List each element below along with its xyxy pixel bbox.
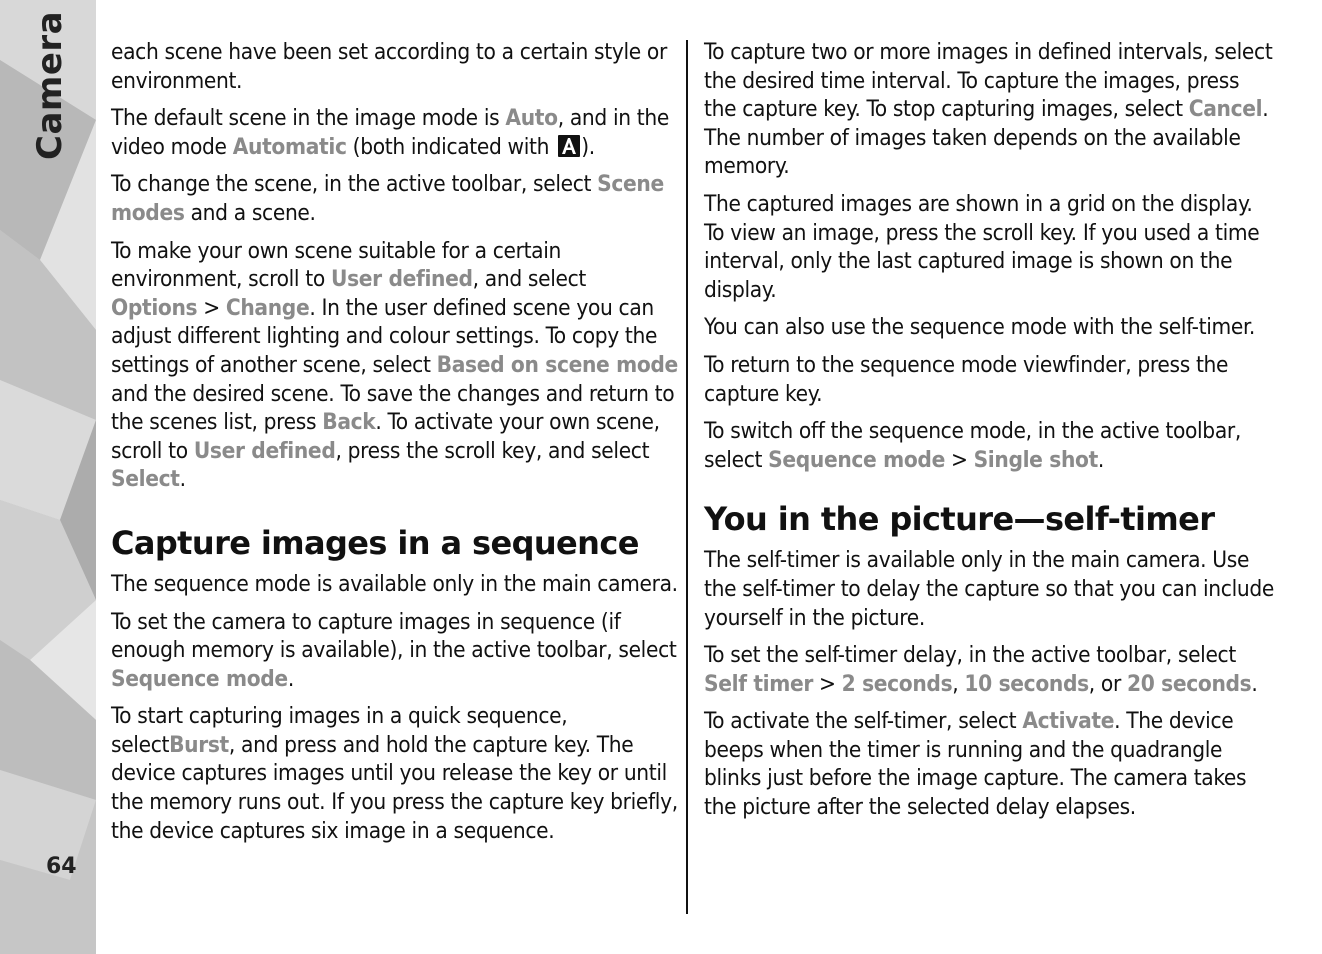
ui-term-2-seconds: 2 seconds — [841, 670, 953, 697]
ui-term-burst: Burst — [169, 731, 229, 758]
page-number: 64 — [46, 854, 77, 879]
paragraph: To make your own scene suitable for a certain environment, scroll to User defined, and select Options > Change. In the user defined scene you can adjust different lighting and colour settings. To copy the settings of another scene, select Based on scene mode and the desired scene. To save the changes and return to the scenes list, press Back. To activate your own scene, scroll to User defined, press the scroll key, and select Select. — [111, 237, 678, 493]
right-column — [704, 38, 1274, 831]
menu-separator: > — [950, 446, 968, 473]
ui-term-automatic: Automatic — [232, 133, 347, 160]
ui-term-single-shot: Single shot — [973, 446, 1098, 473]
paragraph: To return to the sequence mode viewfinder, press the capture key. — [704, 351, 1229, 407]
auto-mode-icon — [558, 135, 580, 157]
section-heading: Capture images in a sequence — [111, 523, 639, 562]
ui-term-change: Change — [225, 294, 310, 321]
paragraph: The default scene in the image mode is Auto, and in the video mode Automatic (both indicated with ). — [111, 105, 669, 160]
ui-term-sequence-mode: Sequence mode — [111, 665, 288, 692]
ui-term-cancel: Cancel — [1188, 96, 1263, 123]
paragraph: To set the self-timer delay, in the active toolbar, select Self timer > 2 seconds, 10 seconds, or 20 seconds. — [704, 642, 1258, 697]
decorative-sidebar — [0, 0, 96, 954]
paragraph: To set the camera to capture images in sequence (if enough memory is available), in the active toolbar, select Sequence mode. — [111, 608, 677, 692]
paragraph: The captured images are shown in a grid on the display. To view an image, press the scroll key. If you used a time interval, only the last captured image is shown on the display. — [704, 190, 1260, 303]
ui-term-user-defined: User defined — [193, 437, 336, 464]
paragraph: To capture two or more images in defined intervals, select the desired time interval. To capture the images, press the capture key. To stop capturing images, select Cancel. The number of images taken depends on the available memory. — [704, 39, 1273, 180]
ui-term-20-seconds: 20 seconds — [1127, 670, 1252, 697]
ui-term-10-seconds: 10 seconds — [964, 670, 1089, 697]
column-divider — [686, 40, 688, 914]
paragraph: each scene have been set according to a certain style or environment. — [111, 39, 667, 94]
ui-term-activate: Activate — [1022, 708, 1115, 735]
ui-term-back: Back — [322, 409, 376, 436]
paragraph: You can also use the sequence mode with the self-timer. — [704, 314, 1255, 341]
paragraph: The self-timer is available only in the main camera. Use the self-timer to delay the capture so that you can include yourself in the picture. — [704, 547, 1274, 631]
ui-term-options: Options — [111, 294, 198, 321]
ui-term-user-defined: User defined — [330, 266, 473, 293]
menu-separator: > — [203, 294, 220, 321]
ui-term-self-timer: Self timer — [704, 670, 814, 697]
paragraph: To change the scene, in the active toolbar, select Scene modes and a scene. — [111, 171, 664, 226]
ui-term-based-on-scene-mode: Based on scene mode — [436, 351, 678, 378]
ui-term-auto: Auto — [505, 105, 558, 132]
paragraph: The sequence mode is available only in the main camera. — [111, 570, 678, 597]
ui-term-select: Select — [111, 466, 180, 493]
paragraph: To activate the self-timer, select Activate. The device beeps when the timer is running and the quadrangle blinks just before the image capture. The camera takes the picture after the selected delay elapses. — [704, 708, 1247, 821]
left-column — [111, 38, 679, 854]
section-label: Camera — [30, 10, 70, 160]
ui-term-scene-modes: Scene modes — [111, 171, 664, 226]
paragraph: To switch off the sequence mode, in the active toolbar, select Sequence mode > Single shot. — [704, 418, 1241, 473]
ui-term-sequence-mode: Sequence mode — [768, 446, 945, 473]
menu-separator: > — [819, 670, 836, 697]
section-heading: You in the picture—self-timer — [704, 500, 1215, 539]
paragraph: To start capturing images in a quick sequence, selectBurst, and press and hold the capture key. The device captures images until you release the key or until the memory runs out. If you press the capture key briefly, the device captures six image in a sequence. — [111, 703, 678, 844]
